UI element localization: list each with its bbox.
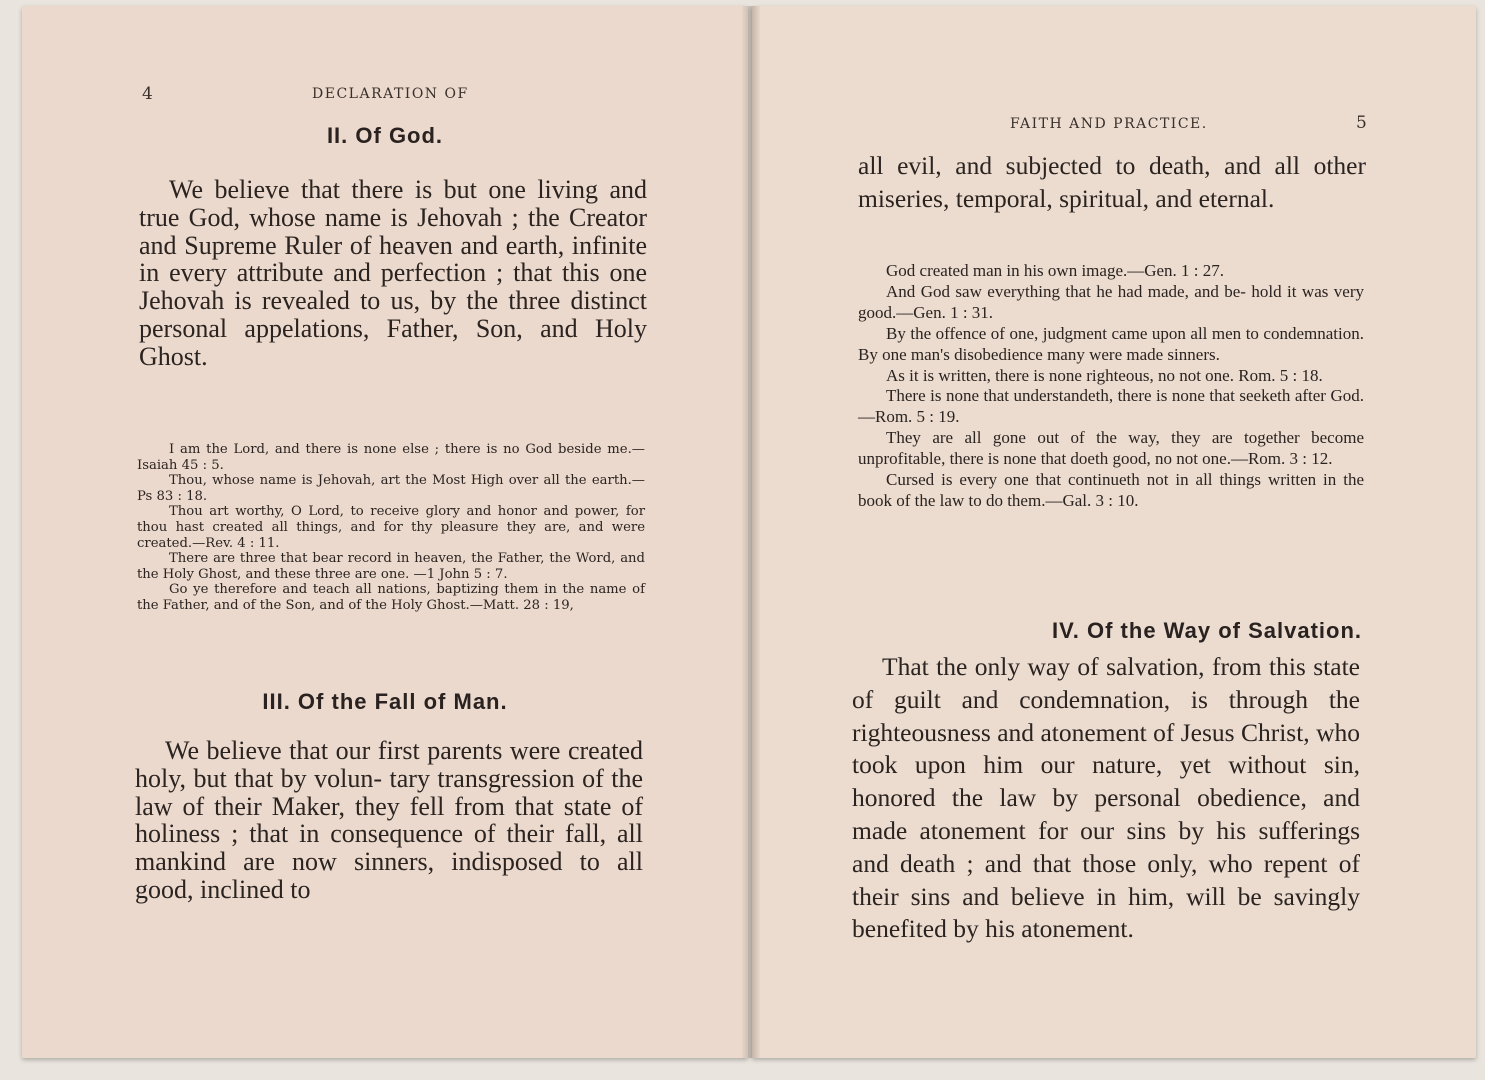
section-heading: III. Of the Fall of Man. bbox=[262, 689, 508, 714]
verse: God created man in his own image.—Gen. 1 : 27. bbox=[886, 261, 1225, 280]
book-gutter bbox=[742, 6, 760, 1058]
section-body bbox=[852, 651, 1360, 946]
section-body bbox=[139, 176, 647, 371]
verse: Cursed is every one that continueth not in all things written in the book of the law to do them.—Gal. 3 : 10. bbox=[858, 470, 1364, 510]
verse: Go ye therefore and teach all nations, baptizing them in the name of the Father, and of the Son, and of the Holy Ghost.—Matt. 28 : 19, bbox=[137, 582, 645, 613]
paragraph: That the only way of salvation, from this state of guilt and condemnation, is through the righteousness and atonement of Jesus Christ, who took upon him our nature, yet without sin, honored the law by personal obedience, and made atonement for our sins by his sufferings and death ; and that those only, who repent of their sins and believe in him, will be savingly benefited by his atonement. bbox=[852, 652, 1360, 944]
verse: I am the Lord, and there is none else ; there is no God beside me.—Isaiah 45 : 5. bbox=[137, 442, 645, 473]
running-head: DECLARATION OF bbox=[312, 86, 469, 102]
verse: By the offence of one, judgment came upon all men to condemnation. By one man's disobedience many were made sinners. bbox=[858, 323, 1364, 364]
section-body bbox=[135, 737, 643, 904]
paragraph: We believe that our first parents were created holy, but that by volun- tary transgression of the law of their Maker, they fell from that state of holiness ; that in consequence of their fall, all mankind are now sinners, indisposed to all good, inclined to bbox=[135, 736, 643, 904]
verse: They are all gone out of the way, they are together become unprofitable, there is none that doeth good, no not one.—Rom. 3 : 12. bbox=[858, 428, 1364, 469]
scripture-references bbox=[137, 442, 645, 614]
left-page bbox=[22, 6, 748, 1058]
page-number: 5 bbox=[1356, 113, 1367, 133]
verse: Thou art worthy, O Lord, to receive glory and honor and power, for thou hast created all things, and for thy pleasure they are, and were created.—Rev. 4 : 11. bbox=[137, 504, 645, 551]
section-heading: IV. Of the Way of Salvation. bbox=[1052, 618, 1362, 643]
paragraph: all evil, and subjected to death, and all other miseries, temporal, spiritual, and eternal. bbox=[858, 151, 1366, 213]
right-page bbox=[752, 6, 1476, 1058]
running-head: FAITH AND PRACTICE. bbox=[1010, 116, 1208, 132]
paragraph: We believe that there is but one living and true God, whose name is Jehovah ; the Creator and Supreme Ruler of heaven and earth, infinite in every attribute and perfection ; that this one Jehovah is revealed to us, by the three distinct personal appelations, Father, Son, and Holy Ghost. bbox=[139, 175, 647, 371]
section-heading: II. Of God. bbox=[326, 123, 444, 148]
verse: There is none that understandeth, there is none that seeketh after God.—Rom. 5 : 19. bbox=[858, 386, 1364, 427]
page-number: 4 bbox=[142, 84, 153, 104]
verse: As it is written, there is none righteous, no not one. Rom. 5 : 18. bbox=[886, 365, 1323, 385]
verse: And God saw everything that he had made, and be- hold it was very good.—Gen. 1 : 31. bbox=[858, 281, 1364, 322]
verse: Thou, whose name is Jehovah, art the Most High over all the earth.—Ps 83 : 18. bbox=[137, 473, 645, 504]
continued-text bbox=[858, 150, 1366, 216]
scripture-references bbox=[858, 261, 1364, 512]
verse: There are three that bear record in heaven, the Father, the Word, and the Holy Ghost, and these three are one. —1 John 5 : 7. bbox=[137, 551, 645, 582]
